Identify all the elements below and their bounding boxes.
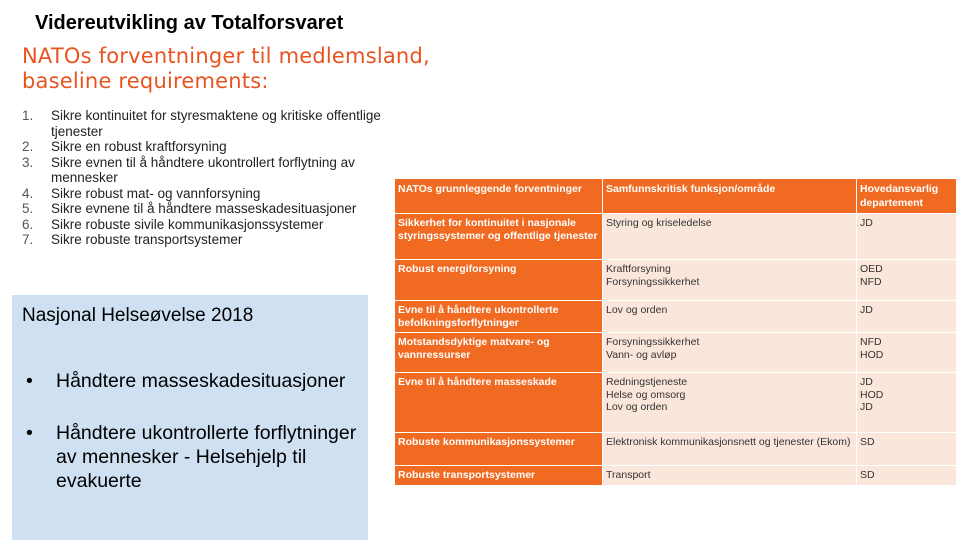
cell-line: Elektronisk kommunikasjonsnett og tjenester (Ekom): [606, 436, 851, 448]
list-item: [22, 155, 391, 186]
table-row: [395, 333, 957, 373]
cell-line: Forsyningssikkerhet: [606, 336, 700, 348]
list-number: 7.: [22, 232, 34, 247]
table-cell-requirement: Evne til å håndtere ukontrollerte befolkningsforflytninger: [395, 301, 603, 333]
health-exercise-title: Nasjonal Helseøvelse 2018: [22, 305, 254, 326]
cell-line: Redningstjeneste: [606, 376, 688, 388]
table-header-cell: Samfunnskritisk funksjon/område: [603, 179, 857, 214]
table-cell-function: [603, 466, 857, 486]
table-cell-department: [857, 373, 957, 433]
cell-line: Transport: [606, 469, 651, 481]
table-cell-department: [857, 214, 957, 260]
cell-line: Lov og orden: [606, 401, 668, 413]
nato-heading: [22, 44, 430, 94]
list-text: Sikre robuste sivile kommunikasjonssystemer: [51, 216, 324, 232]
table-cell-department: [857, 433, 957, 466]
cell-line: SD: [860, 436, 875, 448]
list-text: Sikre evnene til å håndtere masseskadesituasjoner: [51, 201, 357, 216]
nato-requirements-table: [394, 178, 956, 486]
slide-title: Videreutvikling av Totalforsvaret: [35, 12, 344, 34]
list-item: [22, 421, 368, 493]
health-bullet-list: [22, 369, 368, 493]
list-number: 2.: [22, 139, 34, 154]
table-row: [395, 301, 957, 333]
list-text: Sikre robuste transportsystemer: [51, 232, 243, 247]
cell-line: SD: [860, 469, 875, 481]
cell-line: HOD: [860, 348, 884, 361]
bullet-text: Håndtere ukontrollerte forflytninger av mennesker - Helsehjelp til evakuerte: [56, 422, 357, 492]
list-number: 6.: [22, 216, 34, 232]
bullet-icon: •: [26, 422, 33, 444]
table-cell-requirement: Robuste transportsystemer: [395, 466, 603, 486]
table-cell-requirement: Robuste kommunikasjonssystemer: [395, 433, 603, 466]
table-row: [395, 466, 957, 486]
list-text: Sikre robust mat- og vannforsyning: [51, 185, 261, 201]
cell-line: JD: [860, 217, 873, 229]
list-item: [22, 232, 391, 248]
table-cell-department: [857, 466, 957, 486]
table-cell-function: [603, 301, 857, 333]
cell-line: OED: [860, 263, 883, 275]
table-cell-function: [603, 333, 857, 373]
table-cell-function: [603, 214, 857, 260]
table-cell-requirement: Motstandsdyktige matvare- og vannressurser: [395, 333, 603, 373]
list-item: [22, 139, 391, 155]
cell-line: Lov og orden: [606, 304, 668, 316]
cell-line: JD: [860, 401, 873, 413]
list-number: 5.: [22, 201, 34, 216]
health-exercise-box: [12, 295, 368, 540]
list-item: [22, 108, 391, 139]
list-item: [22, 186, 391, 202]
table-cell-requirement: Sikkerhet for kontinuitet i nasjonale styringssystemer og offentlige tjenester: [395, 214, 603, 260]
cell-line: JD: [860, 376, 873, 388]
table-header-row: [395, 179, 957, 214]
list-item: [22, 217, 391, 233]
list-number: 4.: [22, 185, 34, 201]
list-text: Sikre en robust kraftforsyning: [51, 139, 227, 154]
table-cell-function: [603, 433, 857, 466]
list-item: [22, 369, 368, 393]
table-cell-requirement: Robust energiforsyning: [395, 260, 603, 301]
table-header-cell: Hovedansvarlig departement: [857, 179, 957, 214]
cell-line: Vann- og avløp: [606, 348, 677, 361]
cell-line: Helse og omsorg: [606, 388, 686, 401]
list-item: [22, 201, 391, 217]
table-row: [395, 433, 957, 466]
cell-line: Kraftforsyning: [606, 263, 671, 275]
list-number: 3.: [22, 154, 34, 170]
nato-heading-line1: NATOs forventninger til medlemsland,: [22, 44, 430, 68]
table-cell-department: [857, 333, 957, 373]
bullet-icon: •: [26, 370, 33, 392]
list-text: Sikre evnen til å håndtere ukontrollert forflytning av mennesker: [51, 154, 355, 185]
cell-line: Forsyningssikkerhet: [606, 275, 700, 288]
table-row: [395, 214, 957, 260]
table-row: [395, 373, 957, 433]
table-cell-department: [857, 260, 957, 301]
cell-line: NFD: [860, 336, 882, 348]
bullet-text: Håndtere masseskadesituasjoner: [56, 370, 346, 392]
table-row: [395, 260, 957, 301]
cell-line: Styring og kriseledelse: [606, 217, 712, 229]
cell-line: NFD: [860, 275, 882, 288]
nato-requirements-list: [22, 108, 391, 248]
list-text: Sikre kontinuitet for styresmaktene og kritiske offentlige tjenester: [51, 108, 381, 139]
cell-line: HOD: [860, 388, 884, 401]
table-cell-function: [603, 260, 857, 301]
nato-heading-line2: baseline requirements:: [22, 69, 269, 93]
table-cell-department: [857, 301, 957, 333]
list-number: 1.: [22, 108, 34, 123]
cell-line: JD: [860, 304, 873, 316]
table-cell-function: [603, 373, 857, 433]
table-cell-requirement: Evne til å håndtere masseskade: [395, 373, 603, 433]
table-header-cell: NATOs grunnleggende forventninger: [395, 179, 603, 214]
